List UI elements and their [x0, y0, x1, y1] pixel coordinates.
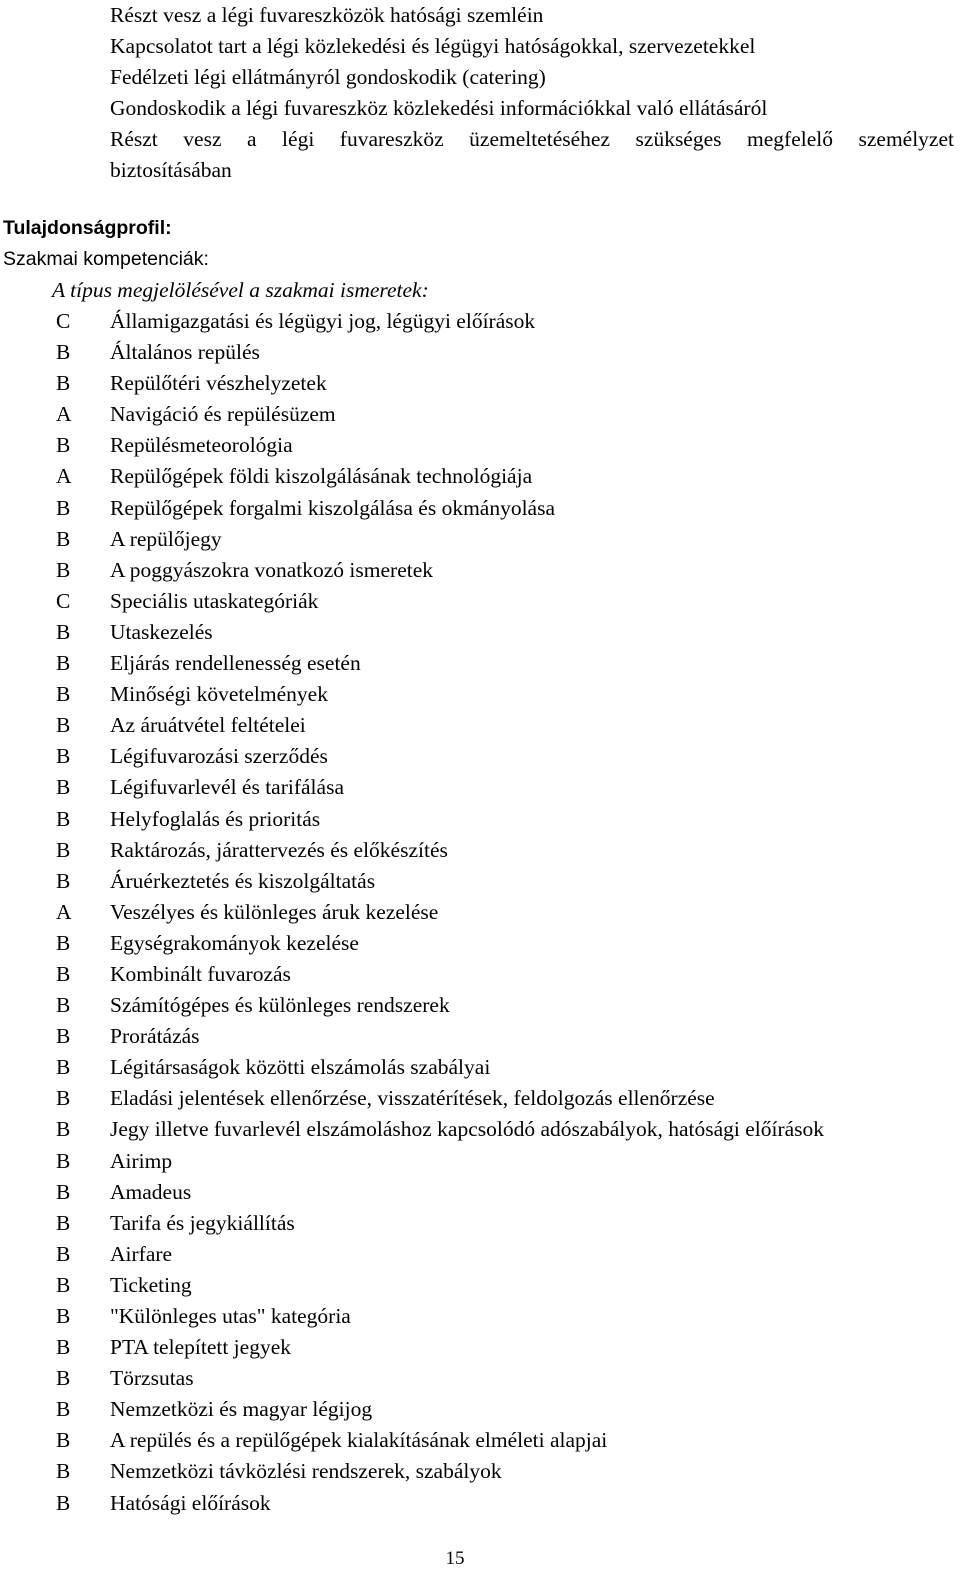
competency-row — [0, 928, 960, 959]
competency-level: B — [56, 1335, 71, 1360]
competency-row — [0, 306, 960, 337]
competency-row — [0, 1021, 960, 1052]
competency-name: Repülőgépek földi kiszolgálásának technológiája — [110, 464, 533, 489]
competency-level: B — [56, 557, 71, 582]
competency-name: Airfare — [110, 1241, 173, 1266]
competency-level: B — [56, 682, 71, 707]
competency-level: B — [56, 744, 71, 769]
competency-level: B — [56, 1272, 71, 1297]
competency-row — [0, 835, 960, 866]
competency-row — [0, 1208, 960, 1239]
competency-row — [0, 555, 960, 586]
competency-level: B — [56, 1117, 71, 1142]
competency-name: A repülőjegy — [110, 526, 222, 551]
competency-row — [0, 1488, 960, 1519]
intro-duties — [110, 0, 954, 186]
competency-name: Áruérkeztetés és kiszolgáltatás — [110, 868, 376, 893]
competency-list — [0, 306, 960, 1519]
competency-level: B — [56, 775, 71, 800]
competency-name: Nemzetközi távközlési rendszerek, szabályok — [110, 1459, 502, 1484]
competency-level: B — [56, 868, 71, 893]
competency-level: B — [56, 1086, 71, 1111]
competency-level: B — [56, 993, 71, 1018]
competency-name: Repülőgépek forgalmi kiszolgálása és okmányolása — [110, 495, 556, 520]
intro-line: Részt vesz a légi fuvareszközök hatósági szemléin — [110, 3, 544, 27]
competency-row — [0, 1114, 960, 1145]
competency-row — [0, 586, 960, 617]
competency-level: B — [56, 1024, 71, 1049]
competency-name: Ticketing — [110, 1272, 192, 1297]
competency-row — [0, 990, 960, 1021]
competency-level: B — [56, 371, 71, 396]
competency-level: B — [56, 1397, 71, 1422]
competency-name: Államigazgatási és légügyi jog, légügyi előírások — [110, 309, 536, 333]
section-heading: Tulajdonságprofil: — [3, 217, 172, 239]
competency-level: B — [56, 526, 71, 551]
competency-level: B — [56, 1490, 71, 1515]
competency-row — [0, 1425, 960, 1456]
competency-level: B — [56, 619, 71, 644]
competency-row — [0, 399, 960, 430]
competency-level: B — [56, 1241, 71, 1266]
competency-level: B — [56, 1459, 71, 1484]
competency-row — [0, 524, 960, 555]
competency-level: B — [56, 1304, 71, 1328]
competency-name: Raktározás, járattervezés és előkészítés — [110, 837, 448, 862]
competency-row — [0, 1363, 960, 1394]
competency-name: Tarifa és jegykiállítás — [110, 1210, 295, 1235]
intro-line: Részt vesz a légi fuvareszköz üzemeltetéséhez szükséges megfelelő személyzet — [110, 127, 954, 151]
competency-name: A poggyászokra vonatkozó ismeretek — [110, 557, 434, 582]
competency-row — [0, 1177, 960, 1208]
competency-level: B — [56, 495, 71, 520]
competency-level: B — [56, 1055, 71, 1080]
competency-row — [0, 1270, 960, 1301]
intro-line: Gondoskodik a légi fuvareszköz közlekedési információkkal való ellátásáról — [110, 96, 768, 120]
competency-name: Utaskezelés — [110, 619, 213, 644]
competency-name: PTA telepített jegyek — [110, 1335, 291, 1360]
competency-row — [0, 866, 960, 897]
page-number: 15 — [445, 1548, 465, 1569]
competency-row — [0, 1083, 960, 1114]
competency-name: Veszélyes és különleges áruk kezelése — [110, 899, 439, 924]
competency-name: Repülésmeteorológia — [110, 433, 293, 458]
competency-name: Légitársaságok közötti elszámolás szabályai — [110, 1055, 491, 1080]
competency-row — [0, 461, 960, 492]
competency-name: Hatósági előírások — [110, 1490, 271, 1515]
competency-name: Az áruátvétel feltételei — [110, 713, 306, 738]
competency-row — [0, 1239, 960, 1270]
competency-row — [0, 897, 960, 928]
competency-name: Légifuvarozási szerződés — [110, 744, 328, 769]
competency-row — [0, 1394, 960, 1425]
competency-row — [0, 617, 960, 648]
competency-row — [0, 1301, 960, 1332]
competency-name: Airimp — [110, 1148, 173, 1173]
competency-name: Amadeus — [110, 1179, 192, 1204]
competency-row — [0, 648, 960, 679]
competency-row — [0, 493, 960, 524]
competency-level: B — [56, 806, 71, 831]
competency-row — [0, 959, 960, 990]
competency-name: Repülőtéri vészhelyzetek — [110, 371, 327, 396]
intro-line: biztosításában — [110, 158, 232, 182]
competency-name: Eljárás rendellenesség esetén — [110, 651, 361, 676]
competency-row — [0, 804, 960, 835]
competency-row — [0, 1332, 960, 1363]
competency-row — [0, 1146, 960, 1177]
competency-row — [0, 368, 960, 399]
competency-name: Számítógépes és különleges rendszerek — [110, 993, 450, 1018]
competency-name: Általános repülés — [110, 340, 260, 365]
competency-row — [0, 741, 960, 772]
competency-level: A — [56, 899, 72, 924]
competency-name: Légifuvarlevél és tarifálása — [110, 775, 344, 800]
competency-name: Speciális utaskategóriák — [110, 588, 319, 613]
competency-name: Eladási jelentések ellenőrzése, visszatérítések, feldolgozás ellenőrzése — [110, 1086, 715, 1111]
competency-name: Minőségi követelmények — [110, 682, 328, 707]
competency-name: A repülés és a repülőgépek kialakításának elméleti alapjai — [110, 1428, 608, 1453]
competency-name: Törzsutas — [110, 1366, 194, 1391]
competency-level: B — [56, 1148, 71, 1173]
competency-level: B — [56, 1366, 71, 1391]
intro-line: Fedélzeti légi ellátmányról gondoskodik (catering) — [110, 65, 546, 89]
competency-name: Helyfoglalás és prioritás — [110, 806, 321, 831]
competency-level: B — [56, 433, 71, 458]
competency-row — [0, 430, 960, 461]
competency-level: C — [56, 309, 71, 333]
competency-level: A — [56, 402, 72, 427]
competency-name: Prorátázás — [110, 1024, 200, 1049]
competency-level: B — [56, 340, 71, 365]
competency-level: B — [56, 651, 71, 676]
competency-level: A — [56, 464, 72, 489]
competency-row — [0, 710, 960, 741]
intro-line: Kapcsolatot tart a légi közlekedési és légügyi hatóságokkal, szervezetekkel — [110, 34, 756, 58]
competency-level: C — [56, 588, 71, 613]
competency-name: Navigáció és repülésüzem — [110, 402, 336, 427]
competency-name: Egységrakományok kezelése — [110, 930, 359, 955]
competency-row — [0, 772, 960, 803]
competency-level: B — [56, 930, 71, 955]
competency-row — [0, 1456, 960, 1487]
competency-list-label: A típus megjelölésével a szakmai ismeretek: — [52, 278, 429, 302]
competency-row — [0, 679, 960, 710]
competency-row — [0, 337, 960, 368]
competency-name: Jegy illetve fuvarlevél elszámoláshoz kapcsolódó adószabályok, hatósági előírások — [110, 1117, 825, 1142]
competency-level: B — [56, 1428, 71, 1453]
competency-level: B — [56, 1179, 71, 1204]
competency-level: B — [56, 1210, 71, 1235]
competency-level: B — [56, 713, 71, 738]
competency-row — [0, 1052, 960, 1083]
competency-level: B — [56, 837, 71, 862]
competency-level: B — [56, 961, 71, 986]
competency-name: Kombinált fuvarozás — [110, 961, 291, 986]
competency-name: "Különleges utas" kategória — [110, 1304, 351, 1328]
section-subheading: Szakmai kompetenciák: — [3, 248, 209, 270]
competency-name: Nemzetközi és magyar légijog — [110, 1397, 373, 1422]
